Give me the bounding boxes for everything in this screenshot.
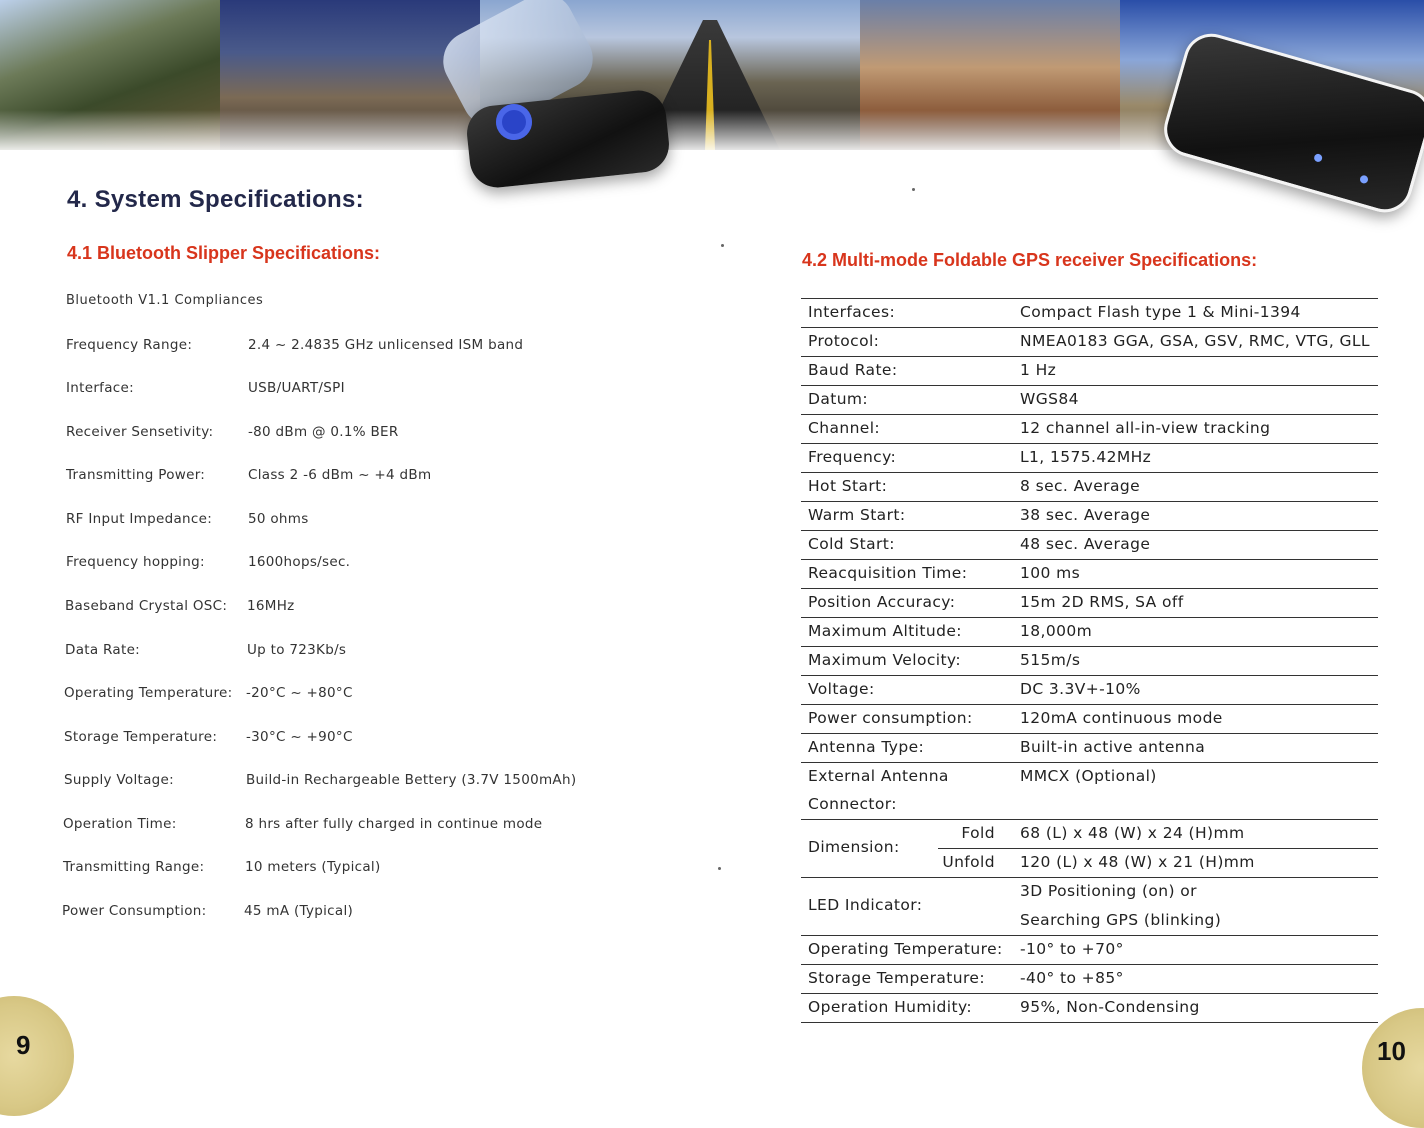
row-label: Operation Humidity: (808, 998, 973, 1016)
table-row (801, 502, 1378, 531)
row-value: 95%, Non-Condensing (1020, 998, 1200, 1016)
row-label: Maximum Velocity: (808, 651, 961, 669)
row-label: External Antenna (808, 767, 949, 785)
page-corner-left (0, 996, 74, 1116)
row-value: 48 sec. Average (1020, 535, 1151, 553)
spec-value: 50 ohms (248, 511, 309, 527)
spec-value: -80 dBm @ 0.1% BER (248, 424, 399, 440)
bluetooth-compliance: Bluetooth V1.1 Compliances (66, 293, 264, 308)
row-label: Antenna Type: (808, 738, 925, 756)
spec-label: Supply Voltage: (64, 772, 174, 788)
spec-label: Transmitting Power: (66, 467, 206, 483)
page-number-left: 9 (16, 1030, 31, 1060)
table-row (801, 531, 1378, 560)
table-row (801, 415, 1378, 444)
row-label: Channel: (808, 419, 881, 437)
row-label: Interfaces: (808, 303, 896, 321)
led-indicator-row (801, 878, 1378, 936)
spec-value: 8 hrs after fully charged in continue mode (245, 816, 543, 832)
row-value: 12 channel all-in-view tracking (1020, 419, 1271, 437)
row-value: Compact Flash type 1 & Mini-1394 (1020, 303, 1301, 321)
row-label: Maximum Altitude: (808, 622, 962, 640)
spec-value: USB/UART/SPI (248, 380, 345, 396)
table-row (801, 936, 1378, 965)
table-row (801, 965, 1378, 994)
row-value: 100 ms (1020, 564, 1081, 582)
led-line-1: 3D Positioning (on) or (1020, 882, 1197, 900)
bluetooth-specs-title: 4.1 Bluetooth Slipper Specifications: (67, 243, 381, 263)
spec-value: 45 mA (Typical) (244, 903, 354, 919)
device-led-icon (1359, 174, 1369, 184)
spec-value: 2.4 ~ 2.4835 GHz unlicensed ISM band (248, 337, 524, 353)
spec-value: 1600hops/sec. (248, 554, 351, 570)
row-label: LED Indicator: (808, 896, 923, 914)
dimension-unfold-row (801, 849, 1378, 877)
spec-label: Data Rate: (65, 642, 141, 658)
row-label: Dimension: (808, 838, 900, 856)
spec-label: Operating Temperature: (64, 685, 233, 701)
bluetooth-logo-icon (496, 104, 532, 140)
row-label: Datum: (808, 390, 869, 408)
gps-spec-table (801, 298, 1378, 1023)
table-row (801, 473, 1378, 502)
spec-label: RF Input Impedance: (66, 511, 213, 527)
table-row (801, 763, 1378, 791)
row-value: 120mA continuous mode (1020, 709, 1223, 727)
table-row (801, 589, 1378, 618)
row-value: 38 sec. Average (1020, 506, 1151, 524)
table-row (801, 705, 1378, 734)
spec-value: 16MHz (247, 598, 295, 614)
row-value: 8 sec. Average (1020, 477, 1141, 495)
spec-label: Receiver Sensetivity: (66, 424, 214, 440)
spec-value: 10 meters (Typical) (245, 859, 381, 875)
table-row (801, 386, 1378, 415)
spec-label: Storage Temperature: (64, 729, 218, 745)
device-led-icon (1313, 153, 1323, 163)
spec-label: Power Consumption: (62, 903, 207, 919)
row-value: 515m/s (1020, 651, 1081, 669)
dimension-row (801, 820, 1378, 878)
scan-speck (721, 244, 724, 247)
spec-value: -30°C ~ +90°C (246, 729, 353, 745)
spec-value: Build-in Rechargeable Bettery (3.7V 1500mAh) (246, 772, 577, 788)
row-label: Baud Rate: (808, 361, 898, 379)
table-row (801, 444, 1378, 473)
row-label: Frequency: (808, 448, 897, 466)
row-value: 18,000m (1020, 622, 1093, 640)
gps-specs-title: 4.2 Multi-mode Foldable GPS receiver Specifications: (802, 250, 1258, 270)
table-row (801, 647, 1378, 676)
fold-label: Fold (961, 824, 995, 842)
row-value: -10° to +70° (1020, 940, 1124, 958)
row-value: WGS84 (1020, 390, 1079, 408)
table-row (801, 328, 1378, 357)
row-label: Operating Temperature: (808, 940, 1003, 958)
table-row (801, 734, 1378, 763)
scan-speck (912, 188, 915, 191)
page-corner-right (1362, 1008, 1424, 1128)
row-label: Storage Temperature: (808, 969, 985, 987)
row-label: Protocol: (808, 332, 880, 350)
spec-value: Up to 723Kb/s (247, 642, 347, 658)
table-row (801, 994, 1378, 1023)
spec-label: Transmitting Range: (63, 859, 205, 875)
row-label: Cold Start: (808, 535, 895, 553)
scan-speck (718, 867, 721, 870)
spec-label: Interface: (66, 380, 134, 396)
table-row (801, 676, 1378, 705)
row-value: NMEA0183 GGA, GSA, GSV, RMC, VTG, GLL (1020, 332, 1370, 350)
spec-label: Operation Time: (63, 816, 177, 832)
row-label: Warm Start: (808, 506, 906, 524)
row-value: 1 Hz (1020, 361, 1057, 379)
row-value: 15m 2D RMS, SA off (1020, 593, 1184, 611)
row-label: Power consumption: (808, 709, 973, 727)
row-label: Connector: (808, 795, 897, 813)
table-row (801, 791, 1378, 820)
row-value: Built-in active antenna (1020, 738, 1206, 756)
table-row (801, 357, 1378, 386)
led-line-2: Searching GPS (blinking) (1020, 911, 1222, 929)
dimension-fold-row (801, 820, 1378, 848)
section-title: 4. System Specifications: (67, 186, 364, 213)
table-row (801, 560, 1378, 589)
table-row (801, 299, 1378, 328)
row-value: -40° to +85° (1020, 969, 1124, 987)
row-value: MMCX (Optional) (1020, 767, 1157, 785)
spec-label: Baseband Crystal OSC: (65, 598, 228, 614)
spec-value: -20°C ~ +80°C (246, 685, 353, 701)
row-label: Voltage: (808, 680, 875, 698)
row-value: L1, 1575.42MHz (1020, 448, 1152, 466)
spec-label: Frequency hopping: (66, 554, 205, 570)
row-value: DC 3.3V+-10% (1020, 680, 1141, 698)
spec-label: Frequency Range: (66, 337, 193, 353)
unfold-value: 120 (L) x 48 (W) x 21 (H)mm (1020, 853, 1255, 871)
row-label: Position Accuracy: (808, 593, 956, 611)
row-label: Hot Start: (808, 477, 888, 495)
spec-value: Class 2 -6 dBm ~ +4 dBm (248, 467, 432, 483)
page-number-right: 10 (1377, 1036, 1406, 1066)
row-label: Reacquisition Time: (808, 564, 968, 582)
table-row (801, 618, 1378, 647)
fold-value: 68 (L) x 48 (W) x 24 (H)mm (1020, 824, 1245, 842)
unfold-label: Unfold (942, 853, 995, 871)
